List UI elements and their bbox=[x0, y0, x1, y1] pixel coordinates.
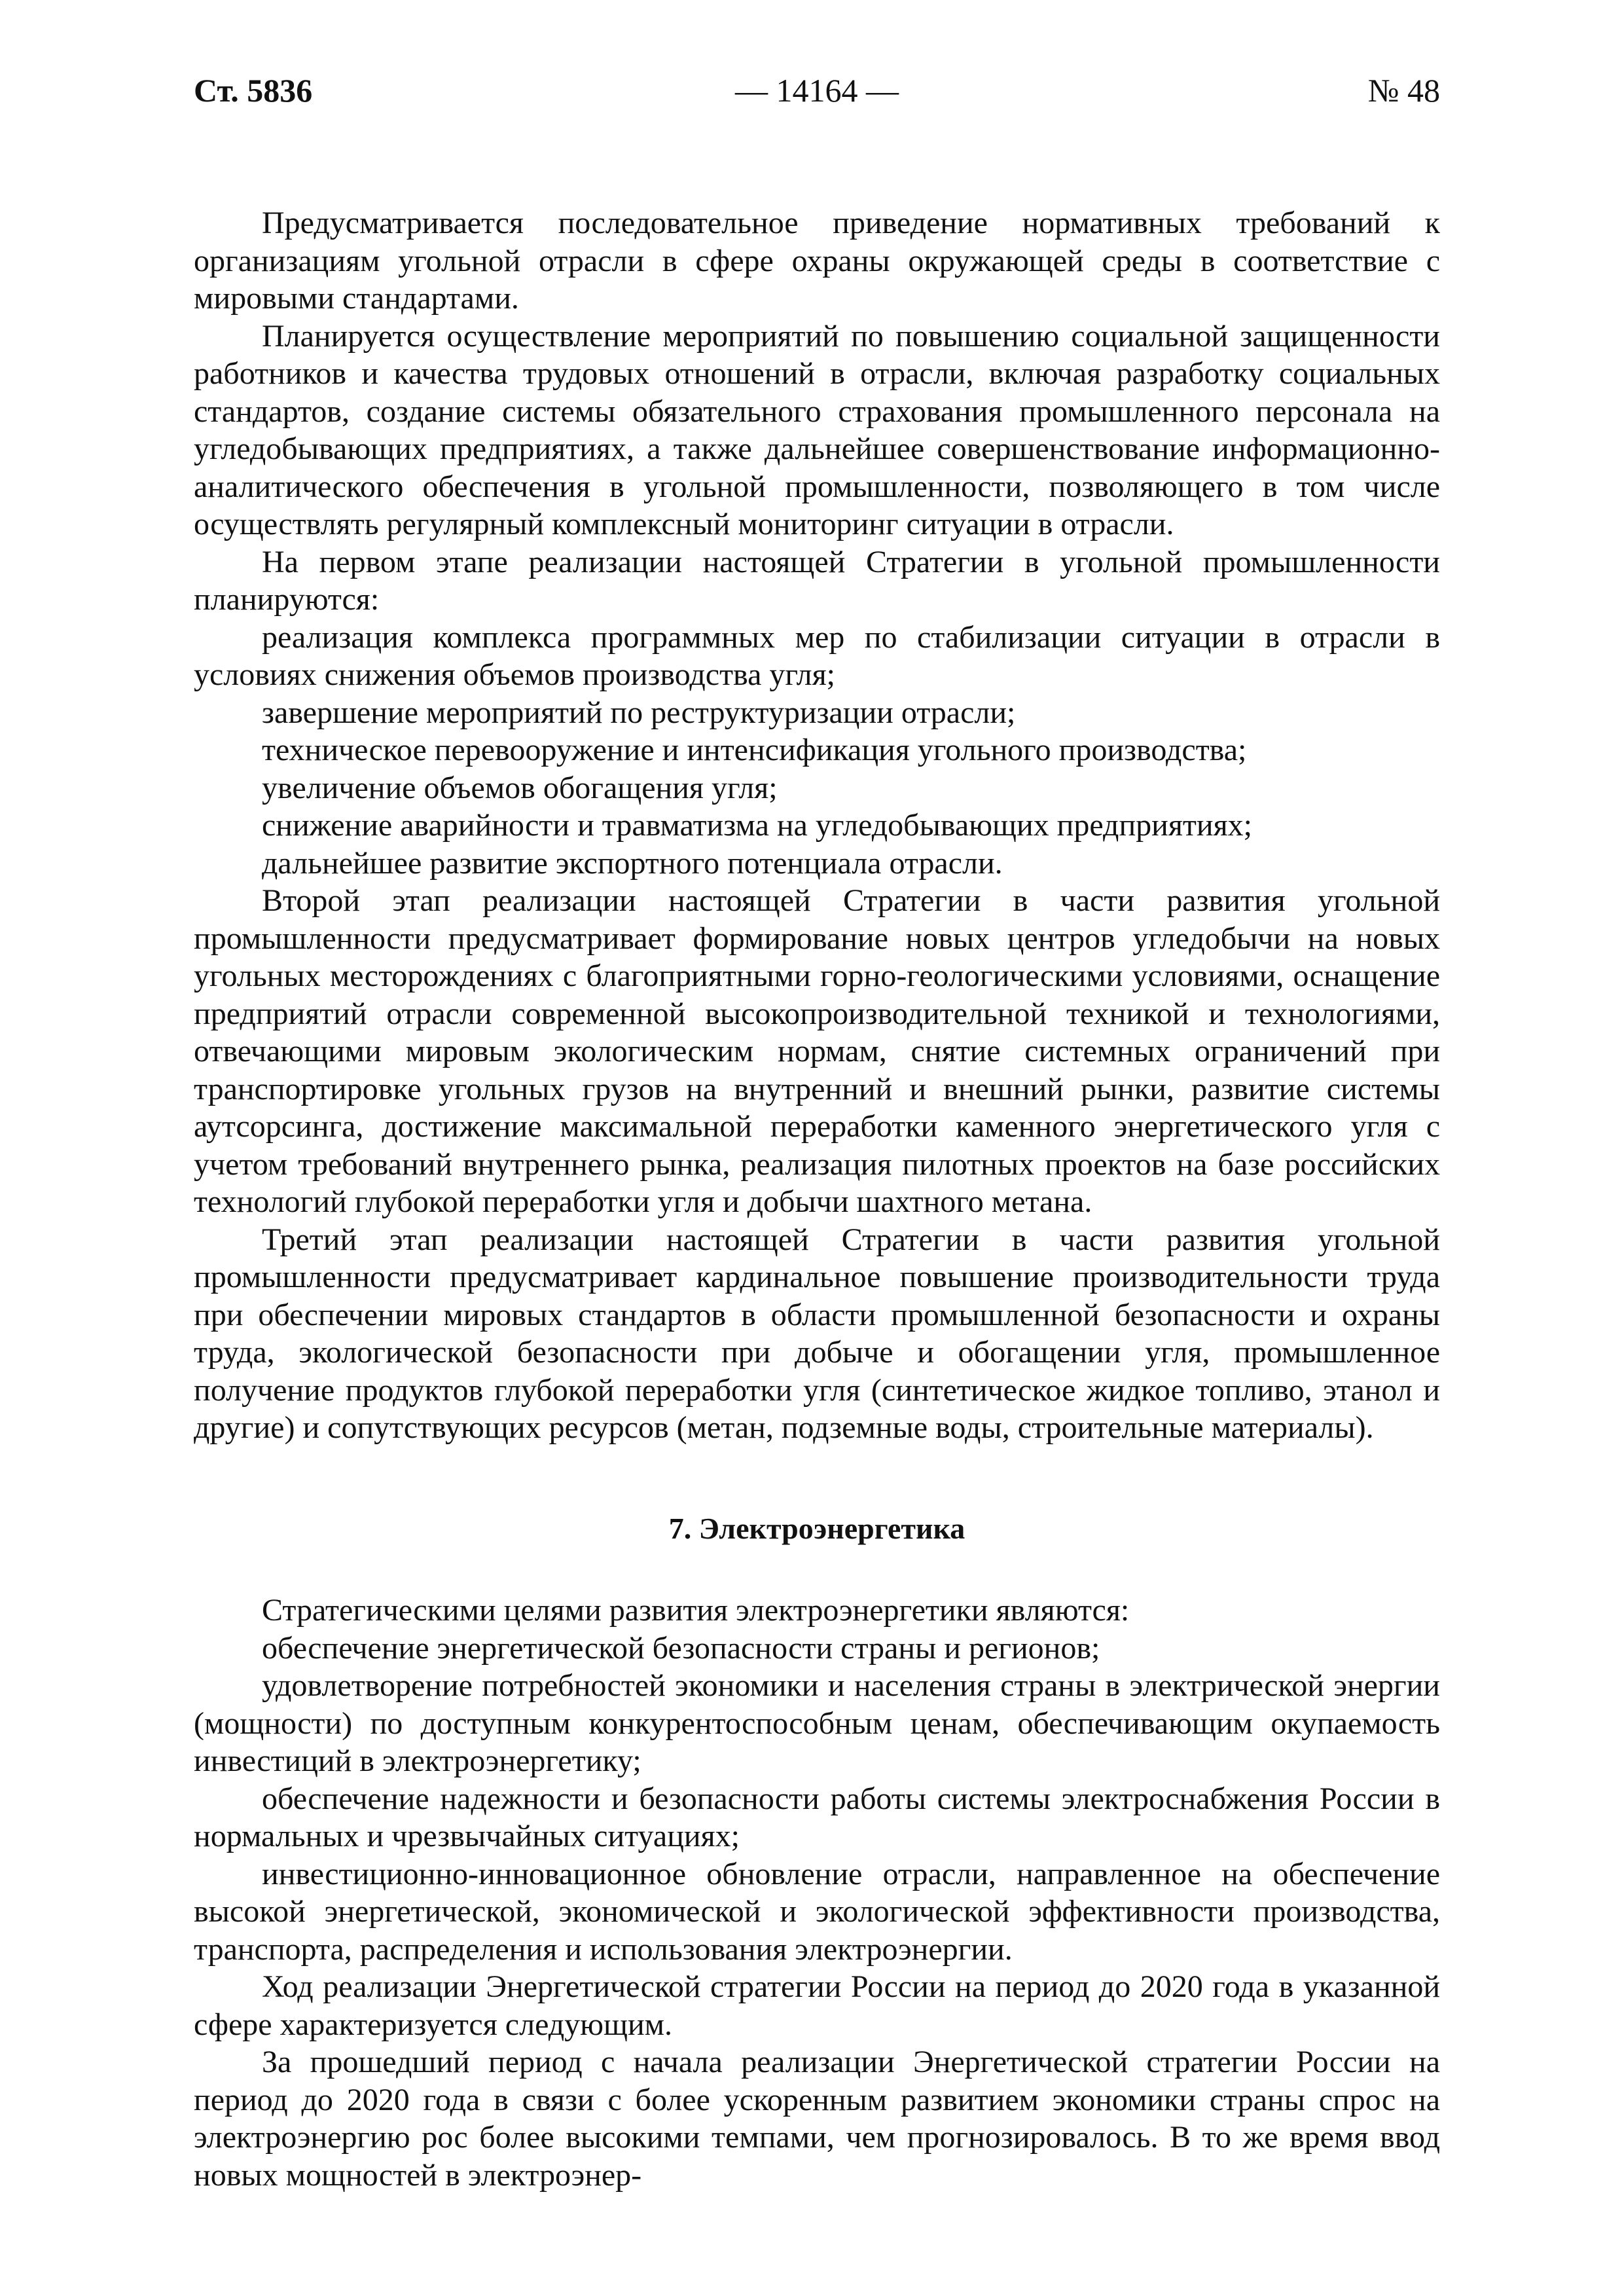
paragraph: Третий этап реализации настоящей Стратегии в части развития угольной промышленности предусматривает кардинальное повышение производительности труда при обеспечении мировых стандартов в области промышленной безопасности и охраны труда, экологической безопасности при добыче и обогащении угля, промышленное получение продуктов глубокой переработки угля (синтетическое жидкое топливо, этанол и другие) и сопутствующих ресурсов (метан, подземные воды, строительные материалы). bbox=[194, 1222, 1440, 1445]
list-item: обеспечение энергетической безопасности страны и регионов; bbox=[262, 1630, 1100, 1666]
list-item: обеспечение надежности и безопасности работы системы электроснабжения России в нормальных и чрезвычайных ситуациях; bbox=[194, 1781, 1440, 1853]
document-page bbox=[194, 65, 1440, 2194]
paragraph: Стратегическими целями развития электроэнергетики являются: bbox=[262, 1593, 1130, 1628]
article-number: Ст. 5836 bbox=[194, 72, 313, 109]
page-number: — 14164 — bbox=[735, 72, 899, 109]
paragraph: Ход реализации Энергетической стратегии России на период до 2020 года в указанной сфере характеризуется следующим. bbox=[194, 1969, 1440, 2042]
section-title: 7. Электроэнергетика bbox=[668, 1511, 965, 1545]
list-item: техническое перевооружение и интенсификация угольного производства; bbox=[262, 733, 1247, 767]
list-item: снижение аварийности и травматизма на угледобывающих предприятиях; bbox=[262, 808, 1252, 843]
document-body bbox=[194, 204, 1440, 2194]
list-item: дальнейшее развитие экспортного потенциала отрасли. bbox=[262, 845, 1003, 881]
paragraph: На первом этапе реализации настоящей Стратегии в угольной промышленности планируются: bbox=[194, 544, 1440, 617]
paragraph: Планируется осуществление мероприятий по повышению социальной защищенности работников и качества трудовых отношений в отрасли, включая разработку социальных стандартов, создание системы обязательного страхования промышленного персонала на угледобывающих предприятиях, а также дальнейшее совершенствование информационно-аналитического обеспечения в угольной промышленности, позволяющего в том числе осуществлять регулярный комплексный мониторинг ситуации в отрасли. bbox=[194, 318, 1440, 541]
list-item: инвестиционно-инновационное обновление отрасли, направленное на обеспечение высокой энергетической, экономической и экологической эффективности производства, транспорта, распределения и использования электроэнергии. bbox=[194, 1856, 1440, 1967]
list-item: реализация комплекса программных мер по стабилизации ситуации в отрасли в условиях снижения объемов производства угля; bbox=[194, 619, 1440, 692]
list-item: завершение мероприятий по реструктуризации отрасли; bbox=[262, 695, 1016, 730]
page-header bbox=[194, 65, 1440, 118]
paragraph: Предусматривается последовательное приведение нормативных требований к организациям угольной отрасли в сфере охраны окружающей среды в соответствие с мировыми стандартами. bbox=[194, 206, 1440, 316]
issue-number: № 48 bbox=[1367, 72, 1440, 109]
paragraph: Второй этап реализации настоящей Стратегии в части развития угольной промышленности предусматривает формирование новых центров угледобычи на новых угольных месторождениях с благоприятными горно-геологическими условиями, оснащение предприятий отрасли современной высокопроизводительной техникой и технологиями, отвечающими мировым экологическим нормам, снятие системных ограничений при транспортировке угольных грузов на внутренний и внешний рынки, развитие системы аутсорсинга, достижение максимальной переработки каменного энергетического угля с учетом требований внутреннего рынка, реализация пилотных проектов на базе российских технологий глубокой переработки угля и добычи шахтного метана. bbox=[194, 883, 1440, 1219]
list-item: удовлетворение потребностей экономики и населения страны в электрической энергии (мощности) по доступным конкурентоспособным ценам, обеспечивающим окупаемость инвестиций в электроэнергетику; bbox=[194, 1668, 1440, 1778]
list-item: увеличение объемов обогащения угля; bbox=[262, 770, 778, 805]
paragraph: За прошедший период с начала реализации Энергетической стратегии России на период до 2020 года в связи с более ускоренным развитием экономики страны спрос на электроэнергию рос более высокими темпами, чем прогнозировалось. В то же время ввод новых мощностей в электроэнер- bbox=[194, 2045, 1440, 2193]
